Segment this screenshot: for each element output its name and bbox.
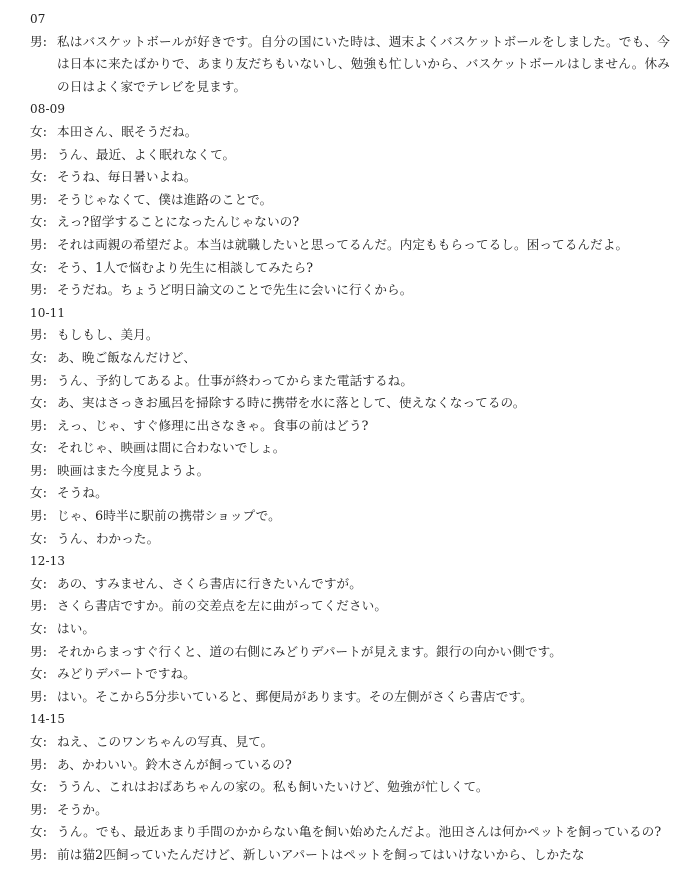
dialogue-line (30, 844, 670, 867)
speaker-label: 女: (30, 485, 48, 501)
speech-text: 前は猫2匹飼っていたんだけど、新しいアパートはペットを飼ってはいけないから、しかたな (57, 846, 585, 862)
speech-text: うん、わかった。 (57, 530, 160, 546)
speaker-label: 男: (30, 756, 48, 772)
speech-text: あ、かわいい。鈴木さんが飼っているの? (57, 756, 292, 772)
speaker-label: 女: (30, 575, 48, 591)
speech-text: そうじゃなくて、僕は進路のことで。 (57, 191, 273, 207)
dialogue-line (30, 731, 670, 754)
speaker-label: 男: (30, 33, 48, 49)
dialogue-line (30, 482, 670, 505)
speaker-label: 女: (30, 214, 48, 230)
speaker-label: 男: (30, 146, 48, 162)
dialogue-line (30, 641, 670, 664)
dialogue-line (30, 211, 670, 234)
dialogue-line (30, 234, 670, 257)
speech-text: そうね、毎日暑いよね。 (57, 169, 197, 185)
dialogue-line (30, 776, 670, 799)
speech-text: えっ?留学することになったんじゃないの? (57, 214, 300, 230)
speaker-label: 男: (30, 417, 48, 433)
speaker-label: 女: (30, 169, 48, 185)
dialogue-section (30, 98, 670, 301)
speaker-label: 男: (30, 372, 48, 388)
speech-text: 私はバスケットボールが好きです。自分の国にいた時は、週末よくバスケットボールをしました。でも、今は日本に来たばかりで、あまり友だちもいないし、勉強も忙しいから、バスケットボールはしません。休みの日はよく家でテレビを見ます。 (57, 33, 670, 94)
speech-text: さくら書店ですか。前の交差点を左に曲がってください。 (57, 598, 388, 614)
transcript-document (30, 8, 670, 867)
speaker-label: 男: (30, 191, 48, 207)
speaker-label: 女: (30, 621, 48, 637)
speech-text: もしもし、美月。 (57, 327, 159, 343)
section-number: 08-09 (30, 102, 66, 117)
speech-text: あ、晩ご飯なんだけど、 (57, 349, 197, 365)
speaker-label: 女: (30, 395, 48, 411)
speech-text: うん。でも、最近あまり手間のかからない亀を飼い始めたんだよ。池田さんは何かペットを飼っているの? (57, 824, 662, 840)
dialogue-line (30, 505, 670, 528)
section-number: 10-11 (30, 305, 66, 320)
speaker-label: 男: (30, 282, 48, 298)
dialogue-line (30, 144, 670, 167)
dialogue-line (30, 324, 670, 347)
dialogue-line (30, 189, 670, 212)
section-number: 14-15 (30, 712, 66, 727)
dialogue-line (30, 392, 670, 415)
dialogue-section (30, 550, 670, 708)
dialogue-line (30, 166, 670, 189)
speech-text: じゃ、6時半に駅前の携帯ショップで。 (57, 508, 281, 524)
dialogue-section (30, 8, 670, 98)
speaker-label: 女: (30, 259, 48, 275)
dialogue-section (30, 708, 670, 866)
speaker-label: 男: (30, 236, 48, 252)
speech-text: そうか。 (57, 801, 108, 817)
speech-text: ねえ、このワンちゃんの写真、見て。 (57, 734, 274, 749)
speaker-label: 男: (30, 508, 48, 524)
speech-text: そうね。 (57, 485, 108, 501)
speech-text: うん、予約してあるよ。仕事が終わってからまた電話するね。 (57, 372, 414, 388)
speech-text: あの、すみません、さくら書店に行きたいんですが。 (57, 575, 362, 591)
speech-text: 映画はまた今度見ようよ。 (57, 462, 210, 478)
section-number: 07 (30, 12, 46, 26)
speech-text: えっ、じゃ、すぐ修理に出さなきゃ。食事の前はどう? (57, 417, 369, 433)
dialogue-line (30, 618, 670, 641)
dialogue-line (30, 370, 670, 393)
dialogue-line (30, 573, 670, 596)
dialogue-line (30, 663, 670, 686)
dialogue-line (30, 686, 670, 709)
speech-text: みどりデパートですね。 (57, 666, 196, 682)
dialogue-line (30, 415, 670, 438)
speech-text: 本田さん、眠そうだね。 (57, 123, 198, 139)
speaker-label: 男: (30, 643, 48, 659)
speaker-label: 女: (30, 734, 48, 749)
speaker-label: 男: (30, 327, 48, 343)
section-number: 12-13 (30, 554, 66, 569)
speaker-label: 男: (30, 846, 48, 862)
dialogue-line (30, 528, 670, 551)
dialogue-section (30, 302, 670, 551)
speaker-label: 女: (30, 349, 48, 365)
speech-text: あ、実はさっきお風呂を掃除する時に携帯を水に落として、使えなくなってるの。 (57, 395, 526, 411)
speech-text: はい。 (57, 621, 96, 637)
speaker-label: 女: (30, 123, 48, 139)
speaker-label: 女: (30, 824, 48, 840)
speaker-label: 男: (30, 462, 48, 478)
speech-text: それは両親の希望だよ。本当は就職したいと思ってるんだ。内定ももらってるし。困ってるんだよ。 (57, 236, 629, 252)
speech-text: うん、最近、よく眠れなくて。 (57, 146, 236, 162)
speech-text: それからまっすぐ行くと、道の右側にみどりデパートが見えます。銀行の向かい側です。 (57, 643, 562, 659)
dialogue-line (30, 121, 670, 144)
dialogue-line (30, 460, 670, 483)
dialogue-line (30, 437, 670, 460)
speaker-label: 男: (30, 801, 48, 817)
dialogue-line (30, 754, 670, 777)
speech-text: ううん、これはおばあちゃんの家の。私も飼いたいけど、勉強が忙しくて。 (57, 779, 489, 795)
speech-text: そう、1人で悩むより先生に相談してみたら? (57, 259, 314, 275)
dialogue-line (30, 257, 670, 280)
speech-text: そうだね。ちょうど明日論文のことで先生に会いに行くから。 (57, 282, 413, 298)
speaker-label: 男: (30, 688, 48, 704)
speaker-label: 女: (30, 440, 48, 456)
dialogue-line (30, 821, 670, 844)
dialogue-line (30, 347, 670, 370)
speech-text: それじゃ、映画は間に合わないでしょ。 (57, 440, 286, 456)
speaker-label: 男: (30, 598, 48, 614)
dialogue-line (30, 279, 670, 302)
dialogue-line (30, 31, 670, 99)
speaker-label: 女: (30, 779, 48, 795)
dialogue-line (30, 799, 670, 822)
speaker-label: 女: (30, 530, 48, 546)
dialogue-line (30, 595, 670, 618)
speaker-label: 女: (30, 666, 48, 682)
speech-text: はい。そこから5分歩いていると、郵便局があります。その左側がさくら書店です。 (57, 688, 533, 704)
